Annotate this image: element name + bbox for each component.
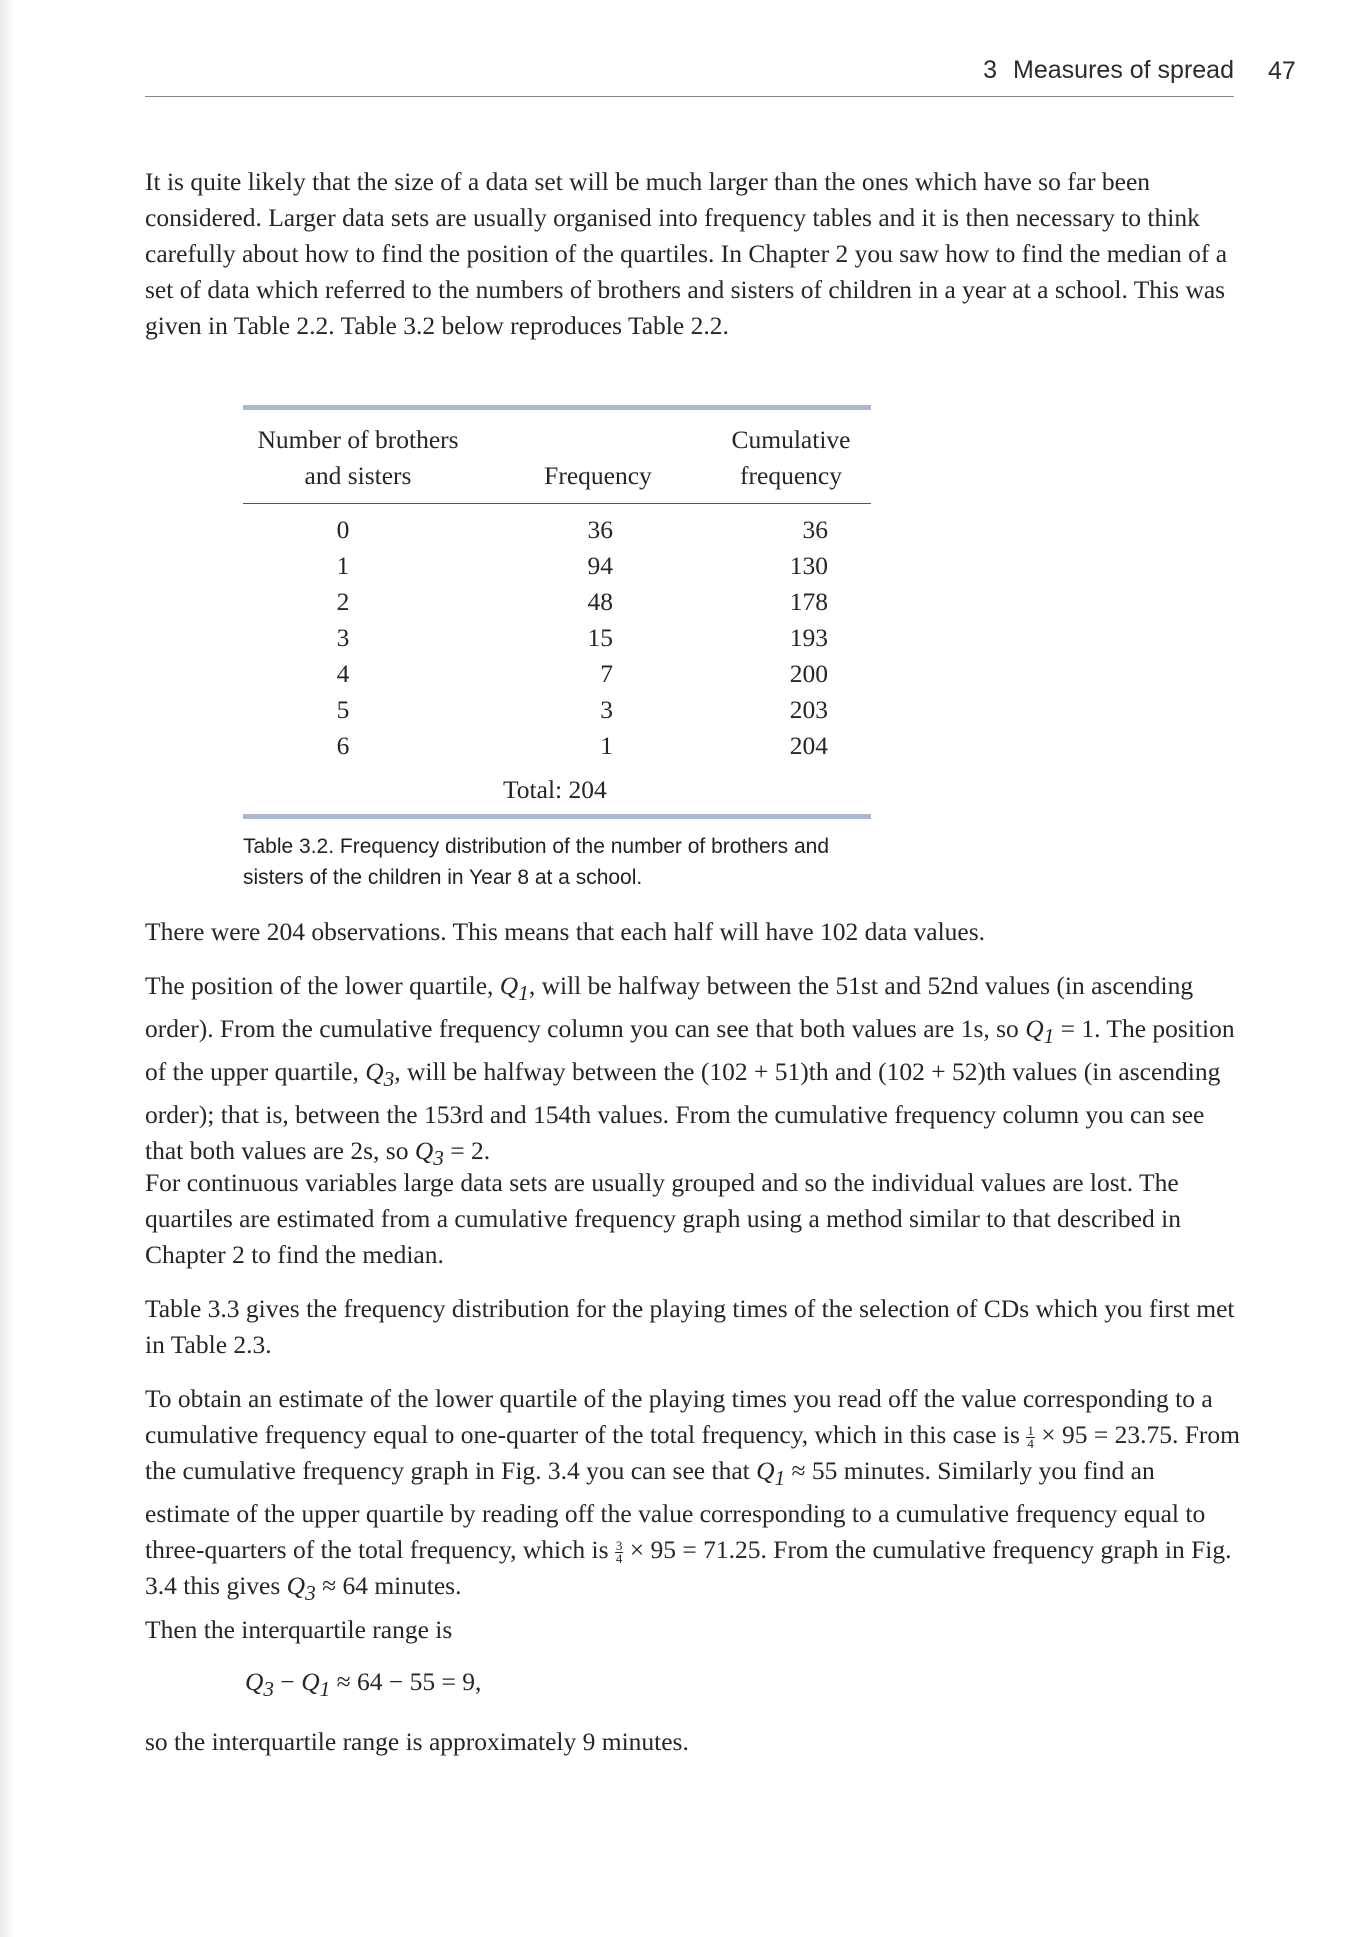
table-row: 5 3 203 [336,695,828,724]
table-caption: Table 3.2. Frequency distribution of the number of brothers and sisters of the children in Year 8 at a school. [243,835,830,889]
frequency-table [243,405,871,819]
paragraph-observations: There were 204 observations. This means that each half will have 102 data values. [145,917,986,946]
paragraph-estimate-quartiles: To obtain an estimate of the lower quartile of the playing times you read off the value corresponding to a cumulative frequency equal to one-quarter of the total frequency, which in this case is $\frac{1}{4}$ × 95 = 23.75. From the cumulative frequency graph in Fig. 3.4 you can see that $Q_1 \approx 55$ minutes. Similarly you find an estimate of the upper quartile by reading off the value corresponding to a cumulative frequency equal to three-quarters of the total frequency, which is $\frac{3}{4}$ × 95 = 71.25. From the cumulative frequency graph in Fig. 3.4 this gives $Q_3 \approx 64$ minutes. [145,1384,1240,1606]
q1-symbol: $Q_1$ [756,1456,786,1491]
q3-symbol: $Q_3$ [365,1057,395,1092]
paragraph-conclusion: so the interquartile range is approximately 9 minutes. [145,1727,689,1756]
table-row: 1 94 130 [336,551,828,580]
running-header [145,52,1234,97]
col-header-number: Number of brothers and sisters [257,425,459,490]
q1-symbol: $Q_1$ [499,971,529,1006]
chapter-title: Measures of spread [1013,56,1234,84]
table-row: 2 48 178 [336,587,828,616]
table-row: 3 15 193 [336,623,828,652]
col-header-cumulative: Cumulative frequency [731,425,851,490]
table-header [243,410,871,504]
table-row: 6 1 204 [336,731,828,760]
table-total: Total: 204 [503,775,607,804]
page-edge-shadow [0,0,14,1937]
fraction-one-quarter: $\frac{1}{4}$ [1027,1423,1034,1451]
q1-symbol: $Q_1$ [1025,1014,1055,1049]
paragraph-interquartile-intro: Then the interquartile range is [145,1615,453,1644]
table-bottom-rule [243,814,871,819]
chapter-number: 3 [983,56,998,84]
q3-symbol: $Q_3$ [414,1136,444,1171]
fraction-three-quarters: $\frac{3}{4}$ [615,1538,623,1567]
paragraph-table-3-3: Table 3.3 gives the frequency distribution for the playing times of the selection of CDs which you first met in Table 2.3. [145,1294,1235,1359]
interquartile-equation: $Q_3 - Q_1 \approx 64 - 55 = 9$, [245,1667,482,1702]
col-header-frequency: Frequency [544,461,652,490]
paragraph-intro: It is quite likely that the size of a data set will be much larger than the ones which have so far been considered. Larger data sets are usually organised into frequency tables and it is then necessary to think carefully about how to find the position of the quartiles. In Chapter 2 you saw how to find the median of a set of data which referred to the numbers of brothers and sisters of children in a year at a school. This was given in Table 2.2. Table 3.2 below reproduces Table 2.2. [145,167,1228,340]
table-row: 0 36 36 [336,515,828,544]
table-row: 4 7 200 [336,659,828,688]
page-number: 47 [1268,57,1296,85]
paragraph-continuous-variables: For continuous variables large data sets are usually grouped and so the individual values are lost. The quartiles are estimated from a cumulative frequency graph using a method similar to that described in Chapter 2 to find the median. [145,1168,1181,1269]
q3-symbol: $Q_3$ [286,1571,316,1606]
paragraph-lower-upper-quartile: The position of the lower quartile, $Q_1$, will be halfway between the 51st and 52nd values (in ascending order). From the cumulative frequency column you can see that both values are 1s, so $Q_1 = 1$. The position of the upper quartile, $Q_3$, will be halfway between the (102 + 51)th and (102 + 52)th values (in ascending order); that is, between the 153rd and 154th values. From the cumulative frequency column you can see that both values are 2s, so $Q_3 = 2$. [145,971,1235,1171]
table-body [243,504,871,814]
running-head [983,56,1234,85]
